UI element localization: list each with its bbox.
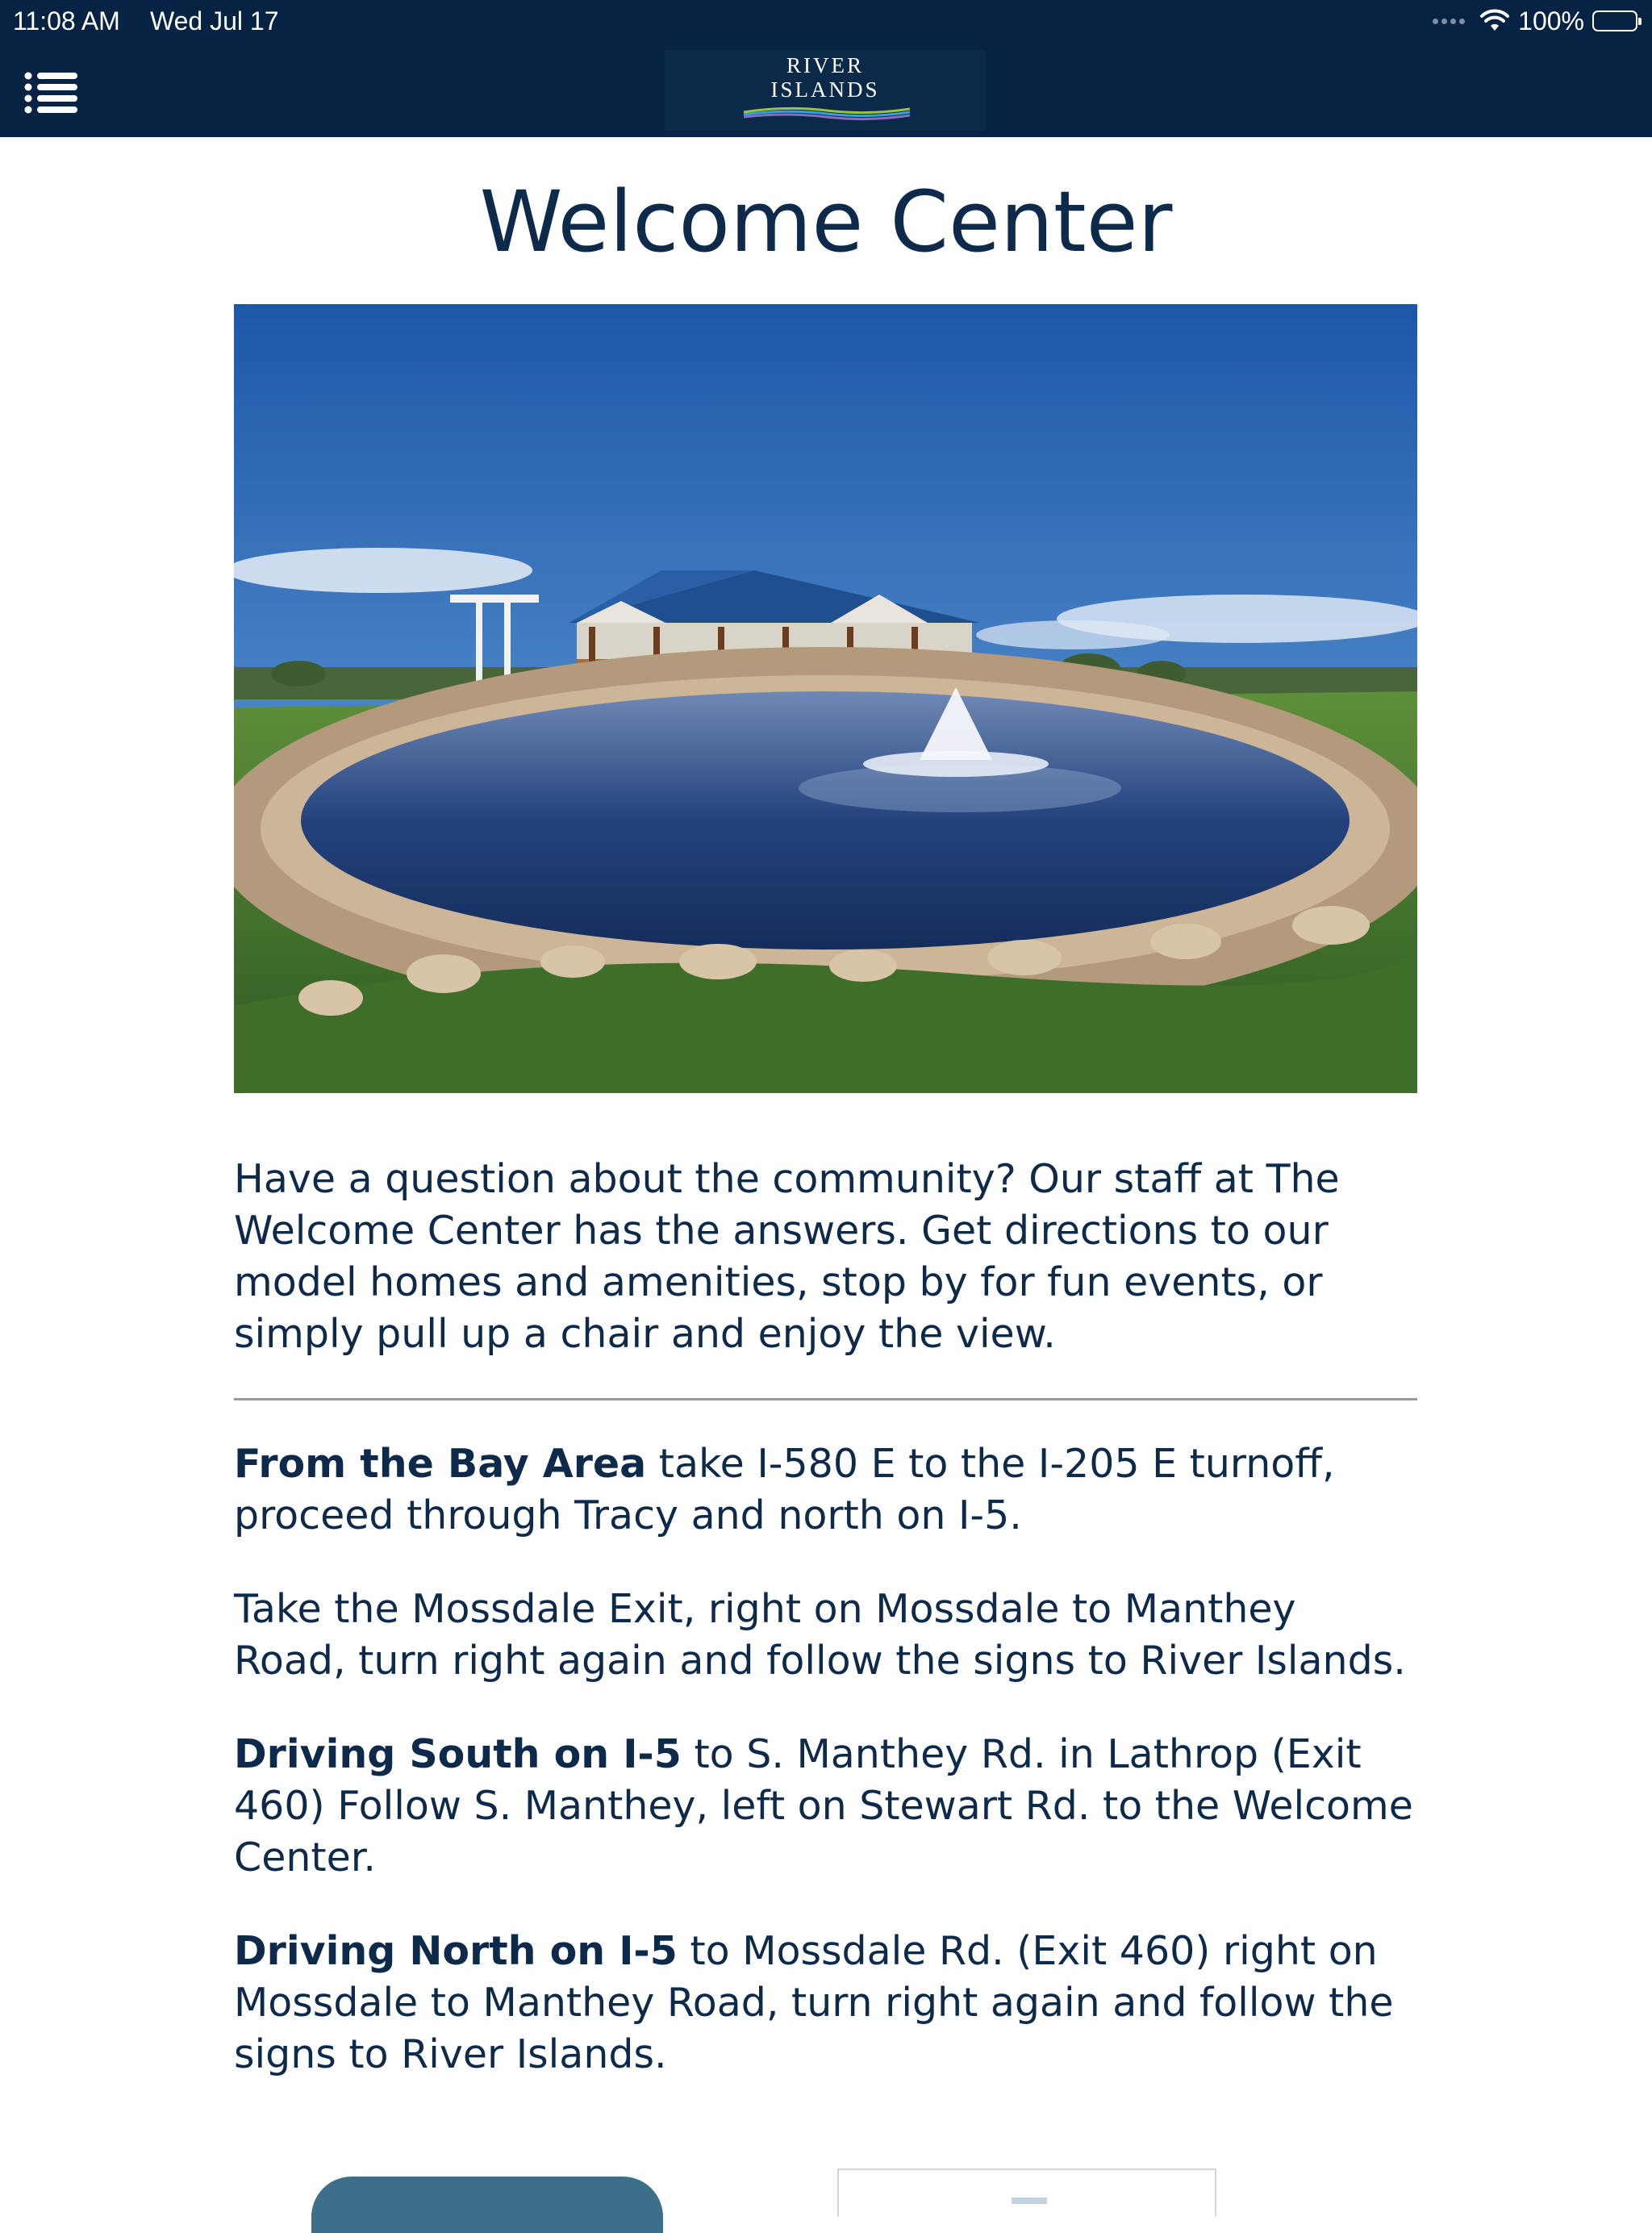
cellular-signal-icon [1433, 19, 1465, 24]
directions-text: to S. Manthey Rd. in Lathrop (Exit 460) Follow S. Manthey, left on Stewart Rd. to the Welcome Center. [234, 1731, 1413, 1880]
page-title: Welcome Center [479, 173, 1173, 271]
hamburger-menu-icon [24, 71, 77, 116]
box-indicator [1012, 2198, 1047, 2204]
logo-text-river: RIVER [786, 53, 864, 77]
intro-paragraph: Have a question about the community? Our staff at The Welcome Center has the answers. Get directions to our model homes and amenities, stop by for fun events, or simply pull up a chair and enjoy the view. [234, 1156, 1340, 1357]
directions-mossdale-exit [234, 1584, 1417, 1687]
directions-driving-north [234, 1926, 1417, 2081]
battery-icon [1592, 10, 1637, 31]
directions-heading: Driving North on I-5 [234, 1928, 678, 1974]
logo-wave-icon [742, 105, 912, 121]
content-section [234, 1154, 1417, 2122]
menu-button[interactable] [24, 71, 77, 116]
section-divider [234, 1398, 1417, 1400]
secondary-action-box[interactable] [837, 2168, 1216, 2217]
directions-text: Take the Mossdale Exit, right on Mossdale to Manthey Road, turn right again and follow the signs to River Islands. [234, 1586, 1406, 1684]
action-button[interactable] [311, 2177, 663, 2233]
directions-heading: From the Bay Area [234, 1441, 647, 1487]
river-islands-logo[interactable] [665, 50, 986, 131]
top-bar [0, 0, 1652, 137]
status-date: Wed Jul 17 [150, 6, 279, 35]
hero-image [234, 304, 1417, 1093]
directions-driving-south [234, 1729, 1417, 1884]
logo-text-islands: ISLANDS [770, 77, 880, 102]
wifi-icon [1479, 9, 1510, 33]
status-indicators [1433, 5, 1637, 37]
directions-text: take I-580 E to the I-205 E turnoff, proceed through Tracy and north on I-5. [234, 1441, 1335, 1538]
directions-heading: Driving South on I-5 [234, 1731, 682, 1777]
directions-text: to Mossdale Rd. (Exit 460) right on Mossdale to Manthey Road, turn right again and follow the signs to River Islands. [234, 1928, 1394, 2077]
battery-percentage: 100% [1518, 6, 1584, 35]
directions-bay-area [234, 1438, 1417, 1542]
status-time: 11:08 AM [13, 6, 120, 35]
